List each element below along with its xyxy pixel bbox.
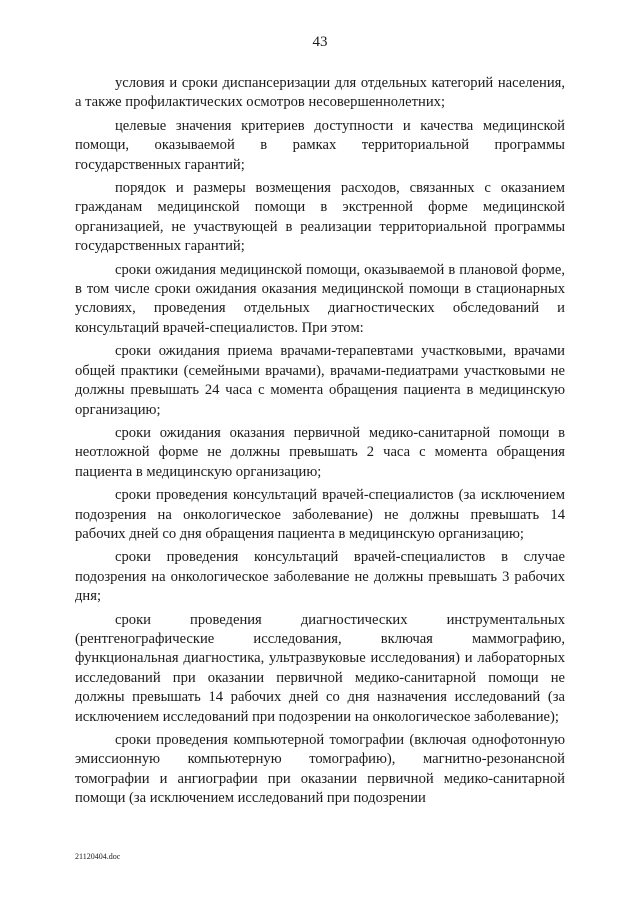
page-number: 43 (312, 34, 328, 50)
paragraph: целевые значения критериев доступности и качества медицинской помощи, оказываемой в рамках территориальной программы государственных гарантий; (75, 117, 565, 173)
paragraph: сроки проведения консультаций врачей-специалистов в случае подозрения на онкологическое заболевание не должны превышать 3 рабочих дня; (75, 549, 565, 605)
file-name-footer: 21120404.doc (75, 852, 121, 861)
document-body (75, 74, 565, 813)
paragraph: порядок и размеры возмещения расходов, связанных с оказанием гражданам медицинской помощи в экстренной форме медицинской организацией, не участвующей в реализации территориальной программы государственных гарантий; (75, 180, 565, 255)
paragraph: сроки проведения диагностических инструментальных (рентгенографические исследования, включая маммографию, функциональная диагностика, ультразвуковые исследования) и лабораторных исследований при оказании первичной медико-санитарной помощи не должны превышать 14 рабочих дней со дня назначения исследований (за исключением исследований при подозрении на онкологическое заболевание); (75, 611, 565, 725)
paragraph: сроки проведения консультаций врачей-специалистов (за исключением подозрения на онкологическое заболевание) не должны превышать 14 рабочих дней со дня обращения пациента в медицинскую организацию; (75, 487, 565, 542)
paragraph: сроки ожидания приема врачами-терапевтами участковыми, врачами общей практики (семейными врачами), врачами-педиатрами участковыми не должны превышать 24 часа с момента обращения пациента в медицинскую организацию; (75, 343, 565, 418)
paragraph: сроки ожидания оказания первичной медико-санитарной помощи в неотложной форме не должны превышать 2 часа с момента обращения пациента в медицинскую организацию; (75, 424, 565, 480)
paragraph: сроки проведения компьютерной томографии (включая однофотонную эмиссионную компьютерную томографию), магнитно-резонансной томографии и ангиографии при оказании первичной медико-санитарной помощи (за исключением исследований при подозрении (75, 732, 565, 807)
paragraph: условия и сроки диспансеризации для отдельных категорий населения, а также профилактических осмотров несовершеннолетних; (75, 75, 565, 111)
paragraph: сроки ожидания медицинской помощи, оказываемой в плановой форме, в том числе сроки ожидания оказания медицинской помощи в стационарных условиях, проведения отдельных диагностических обследований и консультаций врачей-специалистов. При этом: (75, 261, 565, 336)
